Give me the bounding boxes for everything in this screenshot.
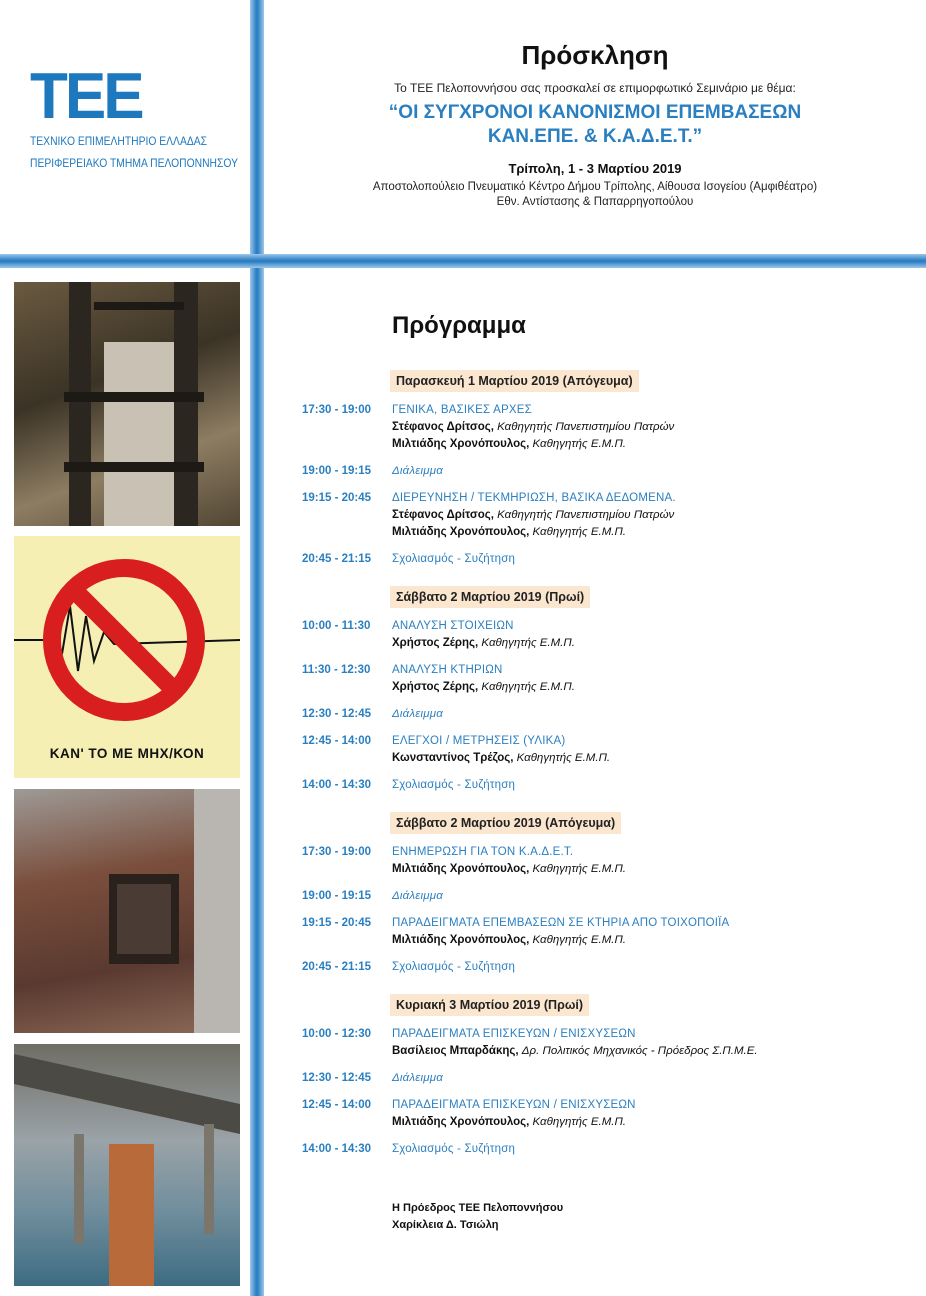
- photo-bridge-pier: [14, 1044, 240, 1286]
- day-heading: Κυριακή 3 Μαρτίου 2019 (Πρωί): [390, 994, 589, 1016]
- session: [302, 959, 902, 976]
- session: [302, 844, 902, 878]
- session-time: 10:00 - 12:30: [302, 1028, 372, 1040]
- day-heading: Σάββατο 2 Μαρτίου 2019 (Απόγευμα): [390, 812, 621, 834]
- session-time: 14:00 - 14:30: [302, 779, 372, 791]
- session: [302, 490, 902, 541]
- invitation-header: [290, 40, 900, 210]
- speaker-name: Χρήστος Ζέρης,: [392, 637, 479, 649]
- session: [302, 1097, 902, 1131]
- program-title: Πρόγραμμα: [392, 312, 526, 339]
- speaker-role: Καθηγητής Ε.Μ.Π.: [481, 637, 575, 649]
- speaker: [302, 419, 902, 436]
- session: [302, 662, 902, 696]
- speaker-role: Καθηγητής Ε.Μ.Π.: [532, 1116, 627, 1128]
- steel-frame-illustration: [14, 282, 240, 526]
- session-topic: Διάλειμμα: [392, 465, 444, 477]
- session-topic: Διάλειμμα: [392, 708, 444, 720]
- session-topic: ΠΑΡΑΔΕΙΓΜΑΤΑ ΕΠΕΜΒΑΣΕΩΝ ΣΕ ΚΤΗΡΙΑ ΑΠΟ ΤΟΙΧΟΠΟΙΪΑ: [392, 917, 730, 929]
- speaker-role: Καθηγητής Πανεπιστημίου Πατρών: [497, 509, 675, 521]
- session: [302, 1026, 902, 1060]
- session-topic: Σχολιασμός - Συζήτηση: [392, 779, 516, 791]
- session: [302, 618, 902, 652]
- logo-line-1: ΤΕΧΝΙΚΟ ΕΠΙΜΕΛΗΤΗΡΙΟ ΕΛΛΑΔΑΣ: [30, 134, 207, 148]
- session-time: 19:15 - 20:45: [302, 492, 372, 504]
- speaker-name: Στέφανος Δρίτσος,: [392, 509, 494, 521]
- session-topic: ΑΝΑΛΥΣΗ ΚΤΗΡΙΩΝ: [392, 664, 503, 676]
- speaker-role: Καθηγητής Ε.Μ.Π.: [532, 934, 627, 946]
- day-block: [302, 586, 902, 794]
- logo-line-2: ΠΕΡΙΦΕΡΕΙΑΚΟ ΤΜΗΜΑ ΠΕΛΟΠΟΝΝΗΣΟΥ: [30, 156, 238, 170]
- session-topic: Σχολιασμός - Συζήτηση: [392, 1143, 516, 1155]
- vertical-divider: [250, 0, 264, 1296]
- venue-line-1: Αποστολοπούλειο Πνευματικό Κέντρο Δήμου Τρίπολης, Αίθουσα Ισογείου (Αμφιθέατρο): [372, 181, 818, 193]
- logo-mark: TEE: [30, 60, 142, 133]
- signature-title: Η Πρόεδρος ΤΕΕ Πελοποννήσου: [392, 1202, 564, 1214]
- session-topic: ΓΕΝΙΚΑ, ΒΑΣΙΚΕΣ ΑΡΧΕΣ: [392, 404, 532, 416]
- invitation-subtitle: Το ΤΕΕ Πελοποννήσου σας προσκαλεί σε επιμορφωτικό Σεμινάριο με θέμα:: [394, 81, 796, 95]
- bridge-pier-illustration: [14, 1044, 240, 1286]
- speaker-name: Στέφανος Δρίτσος,: [392, 421, 494, 433]
- session: [302, 463, 902, 480]
- signature-name: Χαρίκλεια Δ. Τσιώλη: [392, 1219, 499, 1231]
- speaker-role: Καθηγητής Ε.Μ.Π.: [532, 526, 627, 538]
- photo-steel-frame: [14, 282, 240, 526]
- day-heading: Σάββατο 2 Μαρτίου 2019 (Πρωί): [390, 586, 590, 608]
- session-topic: Διάλειμμα: [392, 1072, 444, 1084]
- session-time: 11:30 - 12:30: [302, 664, 371, 676]
- speaker-name: Μιλτιάδης Χρονόπουλος,: [392, 438, 530, 450]
- speaker: [302, 524, 902, 541]
- session-topic: ΠΑΡΑΔΕΙΓΜΑΤΑ ΕΠΙΣΚΕΥΩΝ / ΕΝΙΣΧΥΣΕΩΝ: [392, 1028, 636, 1040]
- session-topic: Σχολιασμός - Συζήτηση: [392, 961, 516, 973]
- page-title: Πρόσκληση: [521, 40, 669, 70]
- session-time: 10:00 - 11:30: [302, 620, 371, 632]
- session: [302, 733, 902, 767]
- speaker-name: Μιλτιάδης Χρονόπουλος,: [392, 863, 530, 875]
- seminar-title: [290, 101, 900, 149]
- session: [302, 402, 902, 453]
- program-schedule: [302, 370, 902, 1176]
- session-time: 12:30 - 12:45: [302, 1072, 372, 1084]
- day-block: [302, 370, 902, 568]
- speaker: [302, 861, 902, 878]
- session-time: 17:30 - 19:00: [302, 404, 372, 416]
- speaker: [302, 635, 902, 652]
- signature: [392, 1200, 563, 1234]
- speaker-role: Καθηγητής Ε.Μ.Π.: [481, 681, 575, 693]
- session: [302, 706, 902, 723]
- session: [302, 1141, 902, 1158]
- session-time: 20:45 - 21:15: [302, 553, 372, 565]
- speaker-name: Χρήστος Ζέρης,: [392, 681, 479, 693]
- speaker: [302, 750, 902, 767]
- session-topic: ΔΙΕΡΕΥΝΗΣΗ / ΤΕΚΜΗΡΙΩΣΗ, ΒΑΣΙΚΑ ΔΕΔΟΜΕΝΑ.: [392, 492, 676, 504]
- session: [302, 1070, 902, 1087]
- seminar-title-line-1: “ΟΙ ΣΥΓΧΡΟΝΟΙ ΚΑΝΟΝΙΣΜΟΙ ΕΠΕΜΒΑΣΕΩΝ: [388, 102, 802, 123]
- session: [302, 551, 902, 568]
- masonry-wall-illustration: [14, 789, 240, 1033]
- photo-prohibition-sign: [14, 536, 240, 778]
- session-time: 19:15 - 20:45: [302, 917, 372, 929]
- day-block: [302, 994, 902, 1158]
- sign-caption: ΚΑΝ' ΤΟ ΜΕ ΜΗΧ/ΚΟΝ: [49, 746, 205, 761]
- speaker: [302, 436, 902, 453]
- session-topic: ΕΛΕΓΧΟΙ / ΜΕΤΡΗΣΕΙΣ (ΥΛΙΚΑ): [392, 735, 566, 747]
- session-topic: ΠΑΡΑΔΕΙΓΜΑΤΑ ΕΠΙΣΚΕΥΩΝ / ΕΝΙΣΧΥΣΕΩΝ: [392, 1099, 636, 1111]
- session-time: 14:00 - 14:30: [302, 1143, 372, 1155]
- session: [302, 915, 902, 949]
- session: [302, 777, 902, 794]
- session-time: 12:45 - 14:00: [302, 735, 372, 747]
- session-topic: ΑΝΑΛΥΣΗ ΣΤΟΙΧΕΙΩΝ: [392, 620, 514, 632]
- speaker-name: Μιλτιάδης Χρονόπουλος,: [392, 526, 530, 538]
- speaker: [302, 1043, 902, 1060]
- session-topic: ΕΝΗΜΕΡΩΣΗ ΓΙΑ ΤΟΝ Κ.Α.Δ.Ε.Τ.: [392, 846, 574, 858]
- venue: [290, 180, 900, 210]
- speaker: [302, 1114, 902, 1131]
- speaker-role: Δρ. Πολιτικός Μηχανικός - Πρόεδρος Σ.Π.Μ.Ε.: [521, 1045, 758, 1057]
- speaker-role: Καθηγητής Πανεπιστημίου Πατρών: [497, 421, 675, 433]
- prohibition-sign-icon: [14, 536, 240, 736]
- day-block: [302, 812, 902, 976]
- speaker: [302, 507, 902, 524]
- photo-masonry-wall: [14, 789, 240, 1033]
- speaker-name: Μιλτιάδης Χρονόπουλος,: [392, 934, 530, 946]
- speaker-role: Καθηγητής Ε.Μ.Π.: [532, 438, 627, 450]
- session-time: 12:45 - 14:00: [302, 1099, 372, 1111]
- speaker-role: Καθηγητής Ε.Μ.Π.: [532, 863, 627, 875]
- speaker-name: Μιλτιάδης Χρονόπουλος,: [392, 1116, 530, 1128]
- tee-logo: [30, 60, 245, 170]
- session-topic: Διάλειμμα: [392, 890, 444, 902]
- session-time: 19:00 - 19:15: [302, 465, 372, 477]
- session-time: 12:30 - 12:45: [302, 708, 372, 720]
- speaker-name: Βασίλειος Μπαρδάκης,: [392, 1045, 519, 1057]
- seminar-title-line-2: ΚΑΝ.ΕΠΕ. & Κ.Α.Δ.Ε.Τ.”: [487, 126, 703, 147]
- session-time: 19:00 - 19:15: [302, 890, 372, 902]
- venue-line-2: Εθν. Αντίστασης & Παπαρρηγοπούλου: [496, 196, 694, 208]
- session: [302, 888, 902, 905]
- session-time: 17:30 - 19:00: [302, 846, 372, 858]
- session-time: 20:45 - 21:15: [302, 961, 372, 973]
- speaker-name: Κωνσταντίνος Τρέζος,: [392, 752, 514, 764]
- session-topic: Σχολιασμός - Συζήτηση: [392, 553, 516, 565]
- day-heading: Παρασκευή 1 Μαρτίου 2019 (Απόγευμα): [390, 370, 639, 392]
- speaker-role: Καθηγητής Ε.Μ.Π.: [516, 752, 611, 764]
- horizontal-divider: [0, 254, 926, 268]
- place-date: Τρίπολη, 1 - 3 Μαρτίου 2019: [508, 161, 682, 176]
- speaker: [302, 679, 902, 696]
- speaker: [302, 932, 902, 949]
